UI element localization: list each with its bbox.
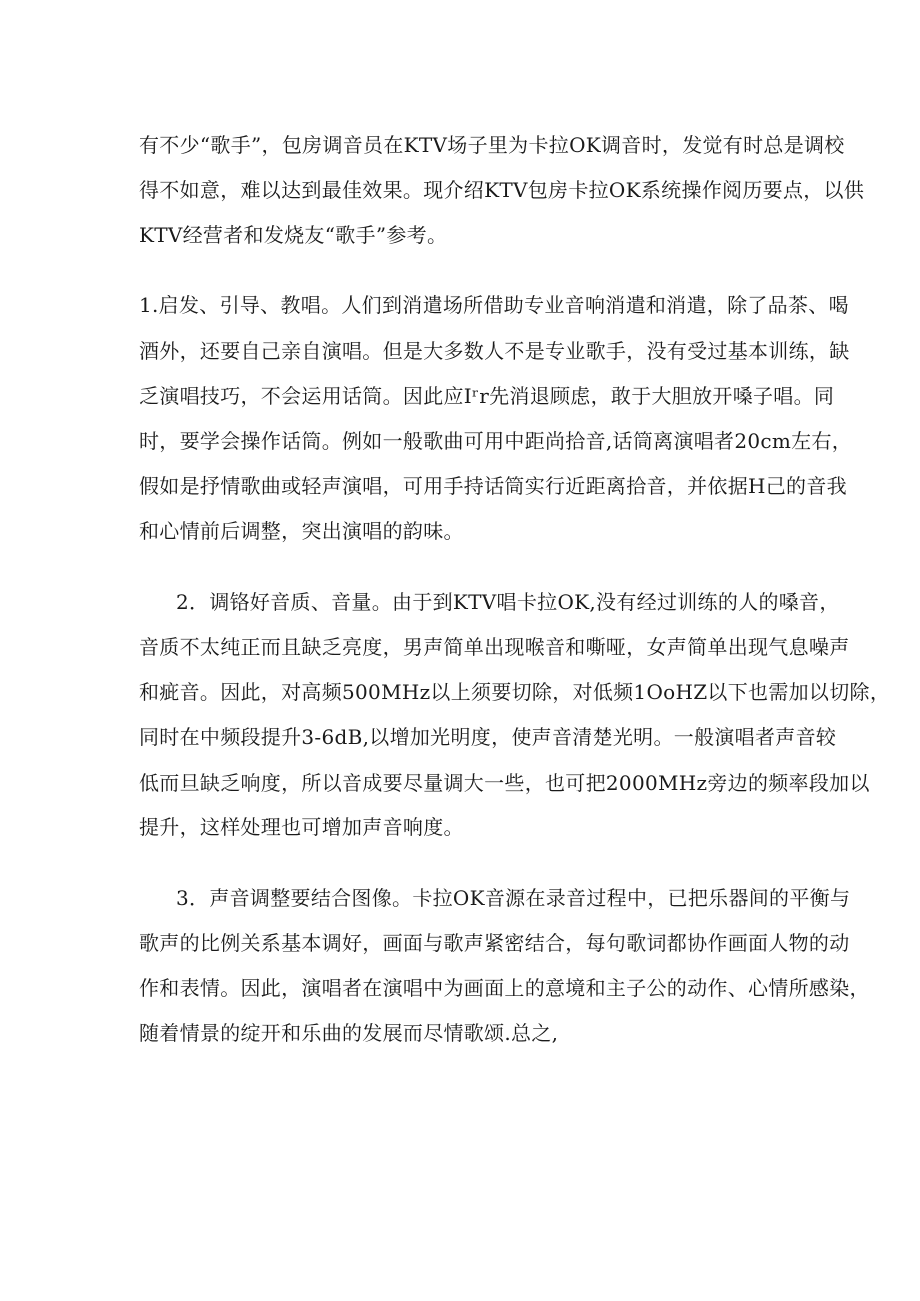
- text-line: 同时在中频段提升3-6dB,以增加光明度，使声音清楚光明。一般演唱者声音较: [139, 725, 837, 749]
- text-line: 1.启发、引导、教唱。人们到消遣场所借助专业音响消遣和消遣，除了品茶、喝: [139, 293, 849, 317]
- text-line: 得不如意，难以达到最佳效果。现介绍KTV包房卡拉OK系统操作阅历要点，以供: [139, 178, 865, 202]
- text-line: 低而旦缺乏响度，所以音成要尽量调大一些，也可把2000MHz旁边的频率段加以: [139, 771, 870, 795]
- text-line: 假如是抒情歌曲或轻声演唱，可用手持话筒实行近距离拾音，并依据H己的音我: [139, 474, 847, 498]
- text-line: 酒外，还要自己亲自演唱。但是大多数人不是专业歌手，没有受过基本训练，缺: [139, 339, 850, 363]
- text-line: 歌声的比例关系基本调好，画面与歌声紧密结合，每句歌词都协作画面人物的动: [139, 931, 850, 955]
- text-line: KTV经营者和发烧友“歌手”参考。: [139, 223, 448, 247]
- text-line: 2．调铬好音质、音量。由于到KTV唱卡拉OK,没有经过训练的人的嗓音，: [176, 590, 840, 614]
- text-line: 提升，这样处理也可增加声音响度。: [139, 815, 464, 839]
- text-line: 作和表情。因此，演唱者在演唱中为画面上的意境和主子公的动作、心情所感染，: [139, 976, 870, 1000]
- text-line: 随着情景的绽开和乐曲的发展而尽情歌颂.总之,: [139, 1021, 559, 1045]
- text-line: 3．声音调整要结合图像。卡拉OK音源在录音过程中，已把乐器间的平衡与: [176, 886, 851, 910]
- text-line: 音质不太纯正而且缺乏亮度，男声简单出现喉音和嘶哑，女声简单出现气息噪声: [139, 635, 850, 659]
- text-line: 有不少“歌手”，包房调音员在KTV场子里为卡拉OK调音时，发觉有时总是调校: [139, 133, 845, 157]
- text-line: 时，要学会操作话筒。例如一般歌曲可用中距尚拾音,话筒离演唱者20cm左右，: [139, 429, 853, 453]
- text-line: 和疵音。因此，对高频500MHz以上须要切除，对低频1OoHZ以下也需加以切除，: [139, 680, 891, 704]
- text-line: 乏演唱技巧，不会运用话筒。因此应Iʳr先消退顾虑，敢于大胆放开嗓子唱。同: [139, 384, 835, 408]
- text-line: 和心情前后调整，突出演唱的韵味。: [139, 519, 464, 543]
